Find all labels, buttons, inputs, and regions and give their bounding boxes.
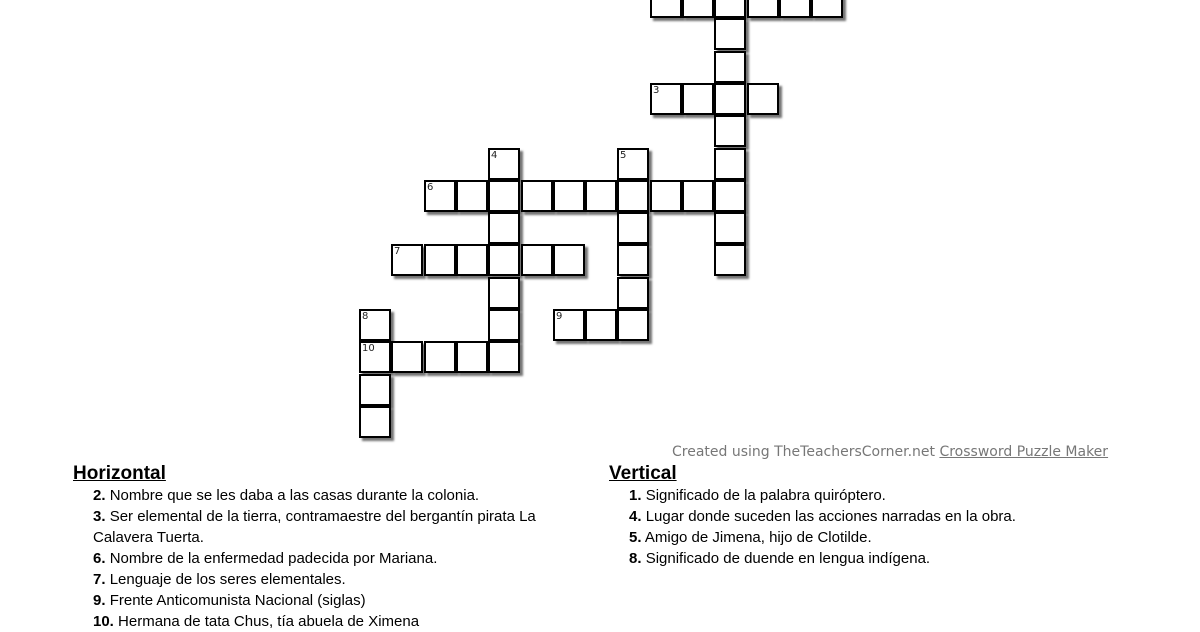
crossword-cell[interactable] xyxy=(488,180,520,212)
crossword-cell[interactable] xyxy=(424,180,456,212)
crossword-cell[interactable] xyxy=(553,309,585,341)
down-clue: 8. Significado de duende en lengua indígena. xyxy=(629,550,931,567)
crossword-cell[interactable] xyxy=(714,115,746,147)
crossword-cell[interactable] xyxy=(488,212,520,244)
down-clue: 4. Lugar donde suceden las acciones narradas en la obra. xyxy=(629,508,1016,525)
across-clue: 6. Nombre de la enfermedad padecida por Mariana. xyxy=(93,550,438,567)
crossword-cell[interactable] xyxy=(617,212,649,244)
crossword-cell[interactable] xyxy=(714,212,746,244)
crossword-cell[interactable] xyxy=(617,148,649,180)
clue-number: 4 xyxy=(491,150,498,161)
crossword-cell[interactable] xyxy=(359,341,391,373)
crossword-cell[interactable] xyxy=(747,0,779,18)
clue-number: 9 xyxy=(556,311,563,322)
across-heading: Horizontal xyxy=(73,463,166,484)
crossword-cell[interactable] xyxy=(488,277,520,309)
crossword-cell[interactable] xyxy=(424,341,456,373)
crossword-cell[interactable] xyxy=(747,83,779,115)
clue-number: 8 xyxy=(362,311,369,322)
crossword-cell[interactable] xyxy=(714,51,746,83)
crossword-cell[interactable] xyxy=(359,406,391,438)
across-clues xyxy=(73,463,583,632)
across-clue: 9. Frente Anticomunista Nacional (siglas) xyxy=(93,592,366,609)
crossword-cell[interactable] xyxy=(488,341,520,373)
crossword-cell[interactable] xyxy=(811,0,843,18)
crossword-cell[interactable] xyxy=(714,180,746,212)
crossword-cell[interactable] xyxy=(585,180,617,212)
crossword-cell[interactable] xyxy=(682,0,714,18)
crossword-cell[interactable] xyxy=(359,374,391,406)
credit-text: Created using TheTeachersCorner.net xyxy=(672,444,935,460)
clue-number: 7 xyxy=(394,246,401,257)
crossword-maker-link[interactable]: Crossword Puzzle Maker xyxy=(939,444,1109,460)
crossword-cell[interactable] xyxy=(650,0,682,18)
crossword-cell[interactable] xyxy=(553,244,585,276)
across-clue-list xyxy=(73,485,583,632)
crossword-cell[interactable] xyxy=(617,180,649,212)
crossword-cell[interactable] xyxy=(617,277,649,309)
crossword-cell[interactable] xyxy=(424,244,456,276)
crossword-cell[interactable] xyxy=(714,0,746,18)
clue-number: 3 xyxy=(653,85,660,96)
clue-number: 5 xyxy=(620,150,627,161)
crossword-cell[interactable] xyxy=(714,244,746,276)
across-clue: 10. Hermana de tata Chus, tía abuela de Ximena xyxy=(93,613,420,630)
crossword-cell[interactable] xyxy=(488,148,520,180)
crossword-cell[interactable] xyxy=(553,180,585,212)
crossword-cell[interactable] xyxy=(456,180,488,212)
crossword-cell[interactable] xyxy=(617,309,649,341)
credit-line xyxy=(672,444,1108,460)
crossword-cell[interactable] xyxy=(714,18,746,50)
across-clue: 7. Lenguaje de los seres elementales. xyxy=(93,571,346,588)
down-heading: Vertical xyxy=(609,463,677,484)
down-clue: 5. Amigo de Jimena, hijo de Clotilde. xyxy=(629,529,872,546)
crossword-cell[interactable] xyxy=(488,309,520,341)
crossword-cell[interactable] xyxy=(456,244,488,276)
crossword-cell[interactable] xyxy=(617,244,649,276)
crossword-cell[interactable] xyxy=(359,309,391,341)
clue-number: 6 xyxy=(427,182,434,193)
crossword-cell[interactable] xyxy=(714,83,746,115)
crossword-cell[interactable] xyxy=(682,83,714,115)
crossword-cell[interactable] xyxy=(682,180,714,212)
across-clue: 2. Nombre que se les daba a las casas durante la colonia. xyxy=(93,487,480,504)
down-clue-list xyxy=(609,485,1129,569)
crossword-cell[interactable] xyxy=(585,309,617,341)
crossword-cell[interactable] xyxy=(521,244,553,276)
crossword-cell[interactable] xyxy=(650,180,682,212)
down-clue: 1. Significado de la palabra quiróptero. xyxy=(629,487,886,504)
crossword-cell[interactable] xyxy=(391,341,423,373)
crossword-cell[interactable] xyxy=(391,244,423,276)
down-clues xyxy=(609,463,1129,569)
crossword-cell[interactable] xyxy=(488,244,520,276)
crossword-cell[interactable] xyxy=(650,83,682,115)
crossword-cell[interactable] xyxy=(456,341,488,373)
crossword-cell[interactable] xyxy=(521,180,553,212)
across-clue: 3. Ser elemental de la tierra, contramaestre del bergantín pirata La Calavera Tuerta. xyxy=(93,508,536,546)
clue-number: 10 xyxy=(362,343,375,354)
crossword-cell[interactable] xyxy=(779,0,811,18)
crossword-cell[interactable] xyxy=(714,148,746,180)
